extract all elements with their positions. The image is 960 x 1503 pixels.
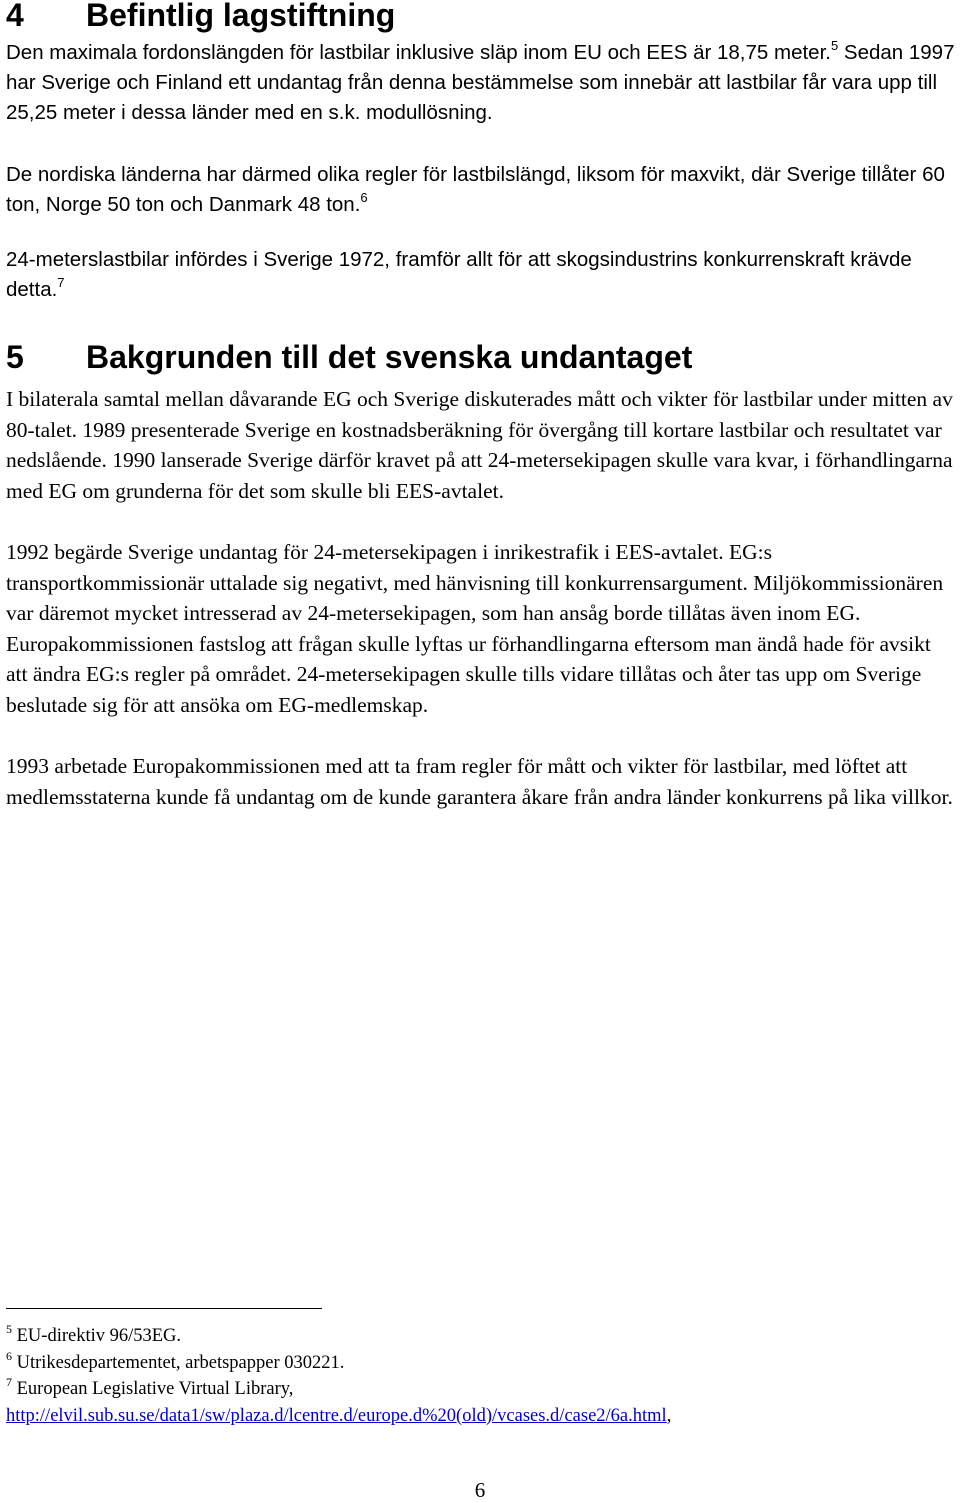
section-4-heading (6, 0, 956, 32)
section-4-paragraph-2: De nordiska länderna har därmed olika regler för lastbilslängd, liksom för maxvikt, där Sverige tillåter 60 ton, Norge 50 ton och Danmark 48 ton.$^6$ (6, 163, 945, 216)
section-4-paragraph-1: Den maximala fordonslängden för lastbilar inklusive släp inom EU och EES är 18,75 meter.$^5$ Sedan 1997 har Sverige och Finland ett undantag från denna bestämmelse som innebär att lastbilar får vara upp till 25,25 meter i dessa länder med en s.k. modullösning. (6, 38, 955, 124)
footnotes (6, 1323, 956, 1429)
section-4-paragraph-3: 24-meterslastbilar infördes i Sverige 1972, framför allt för att skogsindustrins konkurrenskraft krävde detta.$^7$ (6, 248, 912, 301)
footnote-ref-6[interactable]: 6 (360, 190, 368, 205)
section-4-number: 4 (6, 0, 24, 33)
section-5-paragraph-1: I bilaterala samtal mellan dåvarande EG och Sverige diskuterades mått och vikter för lastbilar under mitten av 80-talet. 1989 presenterade Sverige en kostnadsberäkning för övergång till kortare lastbilar och resultatet var nedslående. 1990 lanserade Sverige därför kravet på att 24-metersekipagen skulle vara kvar, i förhandlingarna med EG om grunderna för det som skulle bli EES-avtalet. (6, 387, 953, 503)
section-5-title: Bakgrunden till det svenska undantaget (86, 339, 693, 375)
footnote-5: $^5$ EU-direktiv 96/53EG. (6, 1322, 182, 1346)
section-5-number: 5 (6, 339, 24, 375)
section-5-heading (6, 340, 956, 374)
footnote-7-link-line: http://elvil.sub.su.se/data1/sw/plaza.d/lcentre.d/europe.d%20(old)/vcases.d/case2/6a.html, (6, 1405, 672, 1426)
section-5-paragraph-2: 1992 begärde Sverige undantag för 24-metersekipagen i inrikestrafik i EES-avtalet. EG:s transportkommissionär uttalade sig negativt, med hänvisning till konkurrensargument. Miljökommissionären var däremot mycket intresserad av 24-metersekipagen, som han ansåg borde tillåtas även inom EG. Europakommissionen fastslog att frågan skulle lyftas ur förhandlingarna eftersom man ändå hade för avsikt att ändra EG:s regler på området. 24-metersekipagen skulle tills vidare tillåtas och åter tas upp om Sverige beslutade sig för att ansöka om EG-medlemskap. (6, 540, 944, 717)
section-5-paragraph-3: 1993 arbetade Europakommissionen med att ta fram regler för mått och vikter för lastbilar, med löftet att medlemsstaterna kunde få undantag om de kunde garantera åkare från andra länder konkurrens på lika villkor. (6, 754, 953, 809)
footnote-ref-5[interactable]: 5 (830, 38, 839, 53)
footnote-link[interactable]: http://elvil.sub.su.se/data1/sw/plaza.d/lcentre.d/europe.d%20(old)/vcases.d/case2/6a.html (6, 1405, 667, 1426)
document-page (6, 0, 956, 812)
section-4-title: Befintlig lagstiftning (86, 0, 396, 33)
footnote-6: $^6$ Utrikesdepartementet, arbetspapper 030221. (6, 1348, 345, 1373)
footnote-separator (6, 1308, 322, 1309)
footnote-ref-7[interactable]: 7 (57, 275, 65, 290)
page-number: 6 (474, 1478, 486, 1502)
footnote-7: $^7$ European Legislative Virtual Library, (6, 1375, 294, 1399)
